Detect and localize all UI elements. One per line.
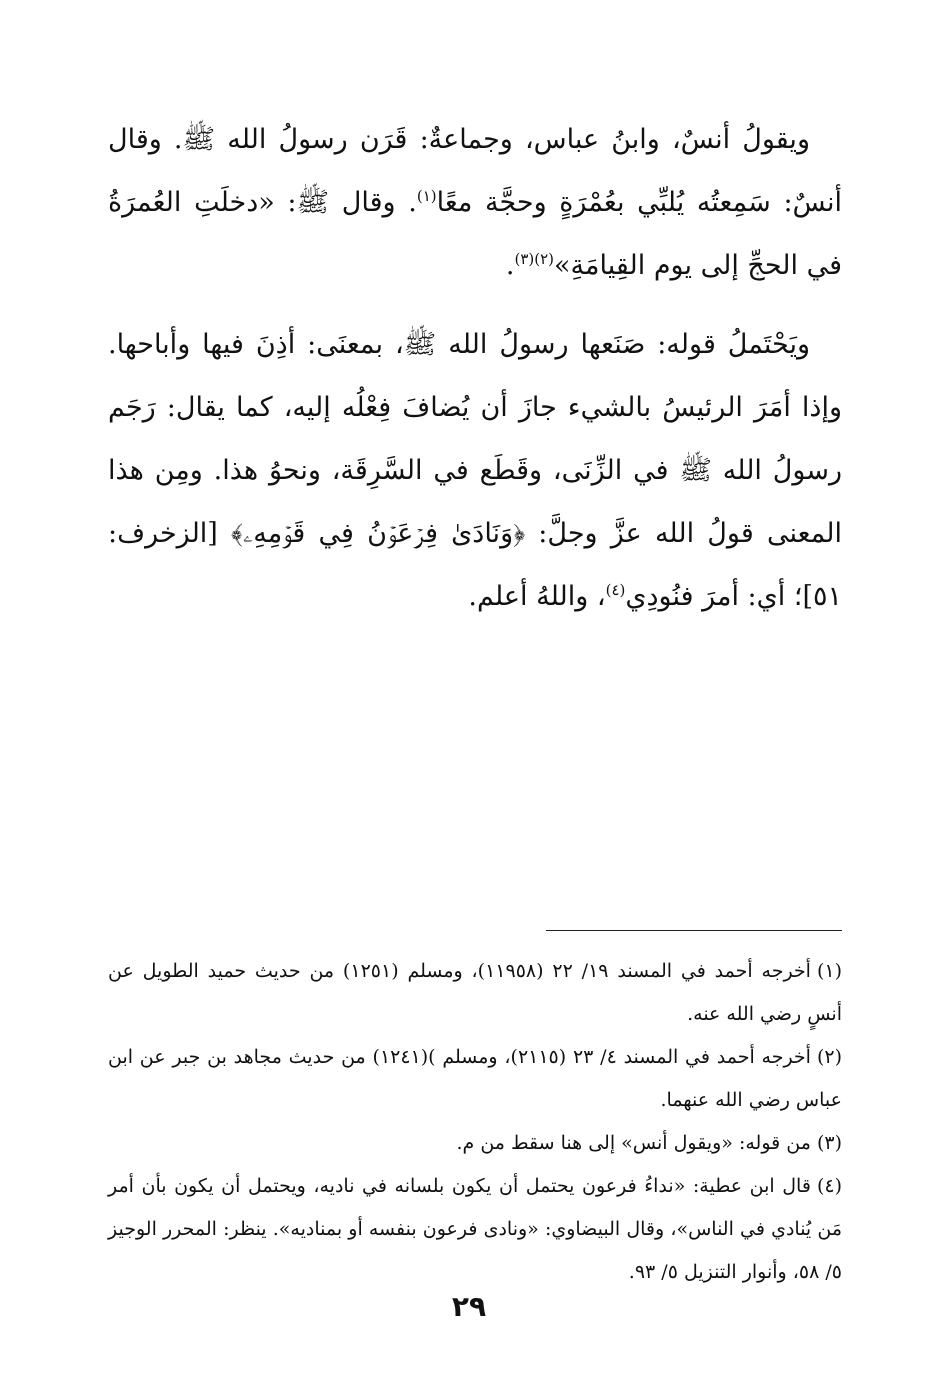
paragraph-2 [108,313,842,628]
footnote-number: (٤) [816,1175,842,1197]
footnote-4 [108,1165,842,1294]
page-number: ٢٩ [451,1290,487,1323]
footnote-3 [108,1122,842,1165]
paragraph-1-text-a: ويقولُ أنسٌ، وابنُ عباس، وجماعةٌ: قَرَن رسولُ الله ﷺ. وقال أنسٌ: سَمِعتُه يُلبِّي بعُمْرَةٍ وحجَّة معًا [108,124,842,218]
footnotes [108,950,842,1294]
paragraph-2-text-a: ويَحْتَملُ قوله: صَنَعها رسولُ الله ﷺ، بمعنَى: أذِنَ فيها وأباحها. وإذا أمَرَ الرئيسُ بالشيء جازَ أن يُضافَ فِعْلُه إليه، كما يقال: رَجَم رسولُ الله ﷺ في الزِّنَى، وقَطَع في السَّرِقَة، ونحوُ هذا. ومِن هذا المعنى قولُ الله عزَّ وجلَّ: ﴿وَنَادَىٰ فِرۡعَوۡنُ فِي قَوۡمِهِۦ﴾ [الزخرف: ٥١]؛ أي: أمرَ فنُودِي [108,329,842,612]
paragraph-1-text-c: . [505,250,515,281]
footnote-2 [108,1036,842,1122]
footnote-text: أخرجه أحمد في المسند ٤/ ٢٣ (٢١١٥)، ومسلم )(١٢٤١) من حديث مجاهد بن جبر عن ابن عباس رضي الله عنهما. [108,1046,842,1111]
paragraph-2-text-b: ، واللهُ أعلم. [468,581,606,612]
paragraph-1-text-b: . وقال ﷺ: «دخلَتِ العُمرَةُ في الحجِّ إلى يوم القِيامَةِ» [108,187,842,281]
footnote-text: أخرجه أحمد في المسند ١٩/ ٢٢ (١١٩٥٨)، ومسلم (١٢٥١) من حديث حميد الطويل عن أنسٍ رضي الله عنه. [108,960,842,1025]
main-text [108,108,842,628]
footnote-ref-2-3: (٢)(٣) [514,250,555,268]
footnote-number: (٣) [816,1132,842,1154]
footnote-ref-1: (١) [416,187,437,205]
footnote-text: قال ابن عطية: «نداءُ فرعون يحتمل أن يكون بلسانه في ناديه، ويحتمل أن يكون بأن أمر مَن يُنادي في الناس»، وقال البيضاوي: «ونادى فرعون بنفسه أو بمناديه». ينظر: المحرر الوجيز ٥/ ٥٨، وأنوار التنزيل ٥/ ٩٣. [108,1175,842,1283]
footnote-text: من قوله: «ويقول أنس» إلى هنا سقط من م. [456,1132,811,1154]
footnote-number: (٢) [816,1046,843,1068]
footnote-ref-4: (٤) [605,581,626,599]
footnote-divider [546,930,842,931]
footnote-1 [108,950,842,1036]
footnote-number: (١) [816,960,843,982]
paragraph-1 [108,108,842,297]
